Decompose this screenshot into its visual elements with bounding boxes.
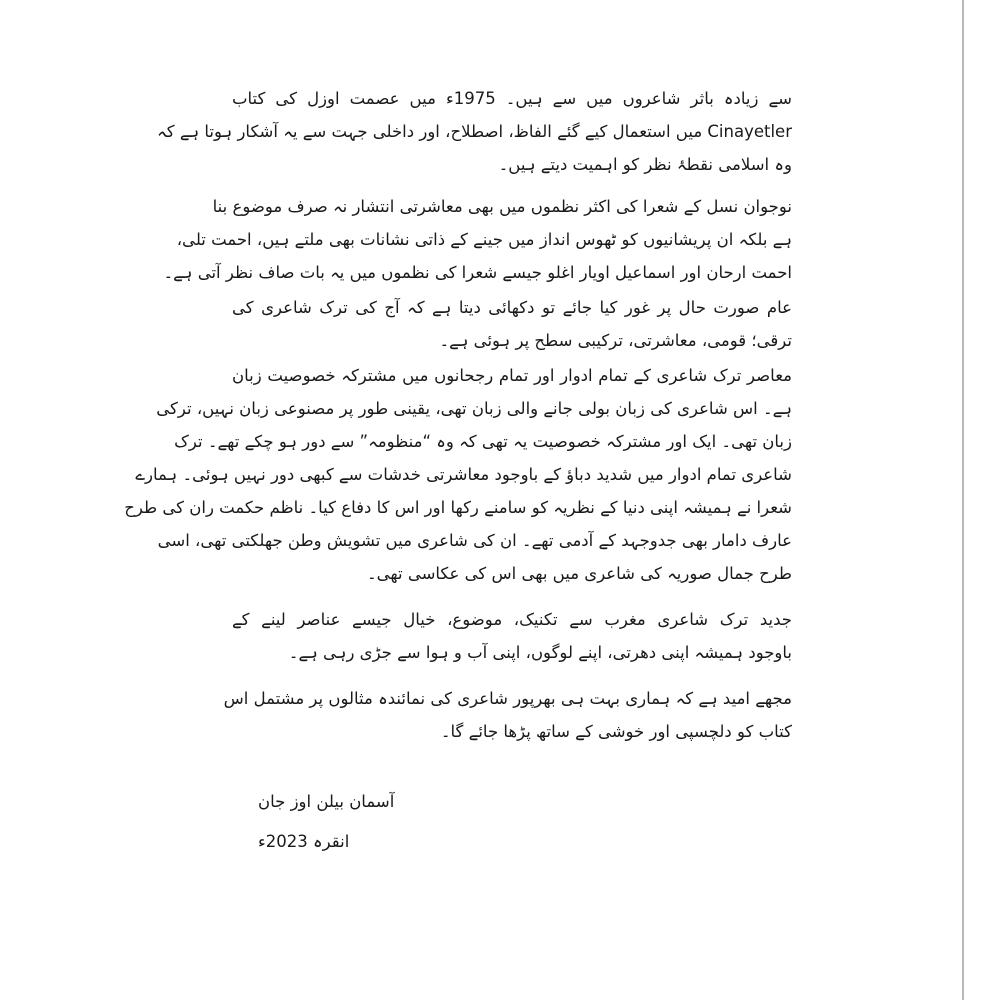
text-line: ہے بلکہ ان پریشانیوں کو ٹھوس انداز میں جینے کے ذاتی نشانات بھی ملتے ہیں، احمت تلی، [176, 230, 792, 249]
paragraph-6 [223, 682, 792, 748]
text-line: زبان تھی۔ ایک اور مشترکہ خصوصیت یہ تھی کہ وہ “منظومہ” سے دور ہو چکے تھے۔ ترک [174, 432, 792, 451]
text-line: وہ اسلامی نقطۂ نظر کو اہمیت دیتے ہیں۔ [498, 155, 792, 174]
paragraph-3 [232, 291, 792, 357]
text-line: ترقی؛ قومی، معاشرتی، ترکیبی سطح پر ہوئی ہے۔ [439, 331, 792, 350]
paragraph-2 [163, 190, 792, 289]
text-line: جدید ترک شاعری مغرب سے تکنیک، موضوع، خیال جیسے عناصر لینے کے [232, 610, 792, 629]
body-text [124, 82, 792, 748]
text-line: شاعری تمام ادوار میں شدید دباؤ کے باوجود معاشرتی خدشات سے کبھی دور نہیں ہوئی۔ ہمارے [135, 465, 792, 484]
paragraph-5 [232, 603, 792, 669]
paragraph-1 [157, 82, 792, 181]
paragraph-4 [124, 359, 792, 590]
text-line: شعرا نے ہمیشہ اپنی دنیا کے نظریہ کو سامنے رکھا اور اس کا دفاع کیا۔ ناظم حکمت ران کی طرح [124, 498, 792, 517]
text-line: احمت ارحان اور اسماعیل اویار اغلو جیسے شعرا کی نظموں میں یہ بات صاف نظر آتی ہے۔ [163, 263, 792, 282]
text-line: مجھے امید ہے کہ ہماری بہت ہی بھرپور شاعری کی نمائندہ مثالوں پر مشتمل اس [223, 689, 792, 708]
text-line: ہے۔ اس شاعری کی زبان بولی جانے والی زبان تھی، یقینی طور پر مصنوعی زبان نہیں، ترکی [156, 399, 792, 418]
place-date: انقرہ 2023ء [258, 832, 350, 851]
text-line: نوجوان نسل کے شعرا کی اکثر نظموں میں بھی معاشرتی انتشار نہ صرف موضوع بنا [212, 197, 792, 216]
signature-block [258, 782, 394, 862]
text-line: سے زیادہ باثر شاعروں میں سے ہیں۔ 1975ء میں عصمت اوزل کی کتاب [232, 89, 792, 108]
text-line: کتاب کو دلچسپی اور خوشی کے ساتھ پڑھا جائے گا۔ [440, 722, 792, 741]
author-name: آسمان بیلن اوز جان [258, 792, 395, 811]
text-line: طرح جمال صوریہ کی شاعری میں بھی اس کی عکاسی تھی۔ [366, 564, 792, 583]
text-line: عارف دامار بھی جدوجہد کے آدمی تھے۔ ان کی شاعری میں تشویش وطن جھلکتی تھی، اسی [157, 531, 792, 550]
text-line: عام صورت حال پر غور کیا جائے تو دکھائی دیتا ہے کہ آج کی ترک شاعری کی [232, 298, 792, 317]
text-line: معاصر ترک شاعری کے تمام ادوار اور تمام رجحانوں میں مشترکہ خصوصیت زبان [232, 366, 792, 385]
scan-edge-shadow [962, 0, 964, 1000]
text-line: Cinayetler میں استعمال کیے گئے الفاظ، اصطلاح، اور داخلی جہت سے یہ آشکار ہوتا ہے کہ [157, 122, 792, 141]
text-line: باوجود ہمیشہ اپنی دھرتی، اپنے لوگوں، اپنی آب و ہوا سے جڑی رہی ہے۔ [288, 643, 792, 662]
